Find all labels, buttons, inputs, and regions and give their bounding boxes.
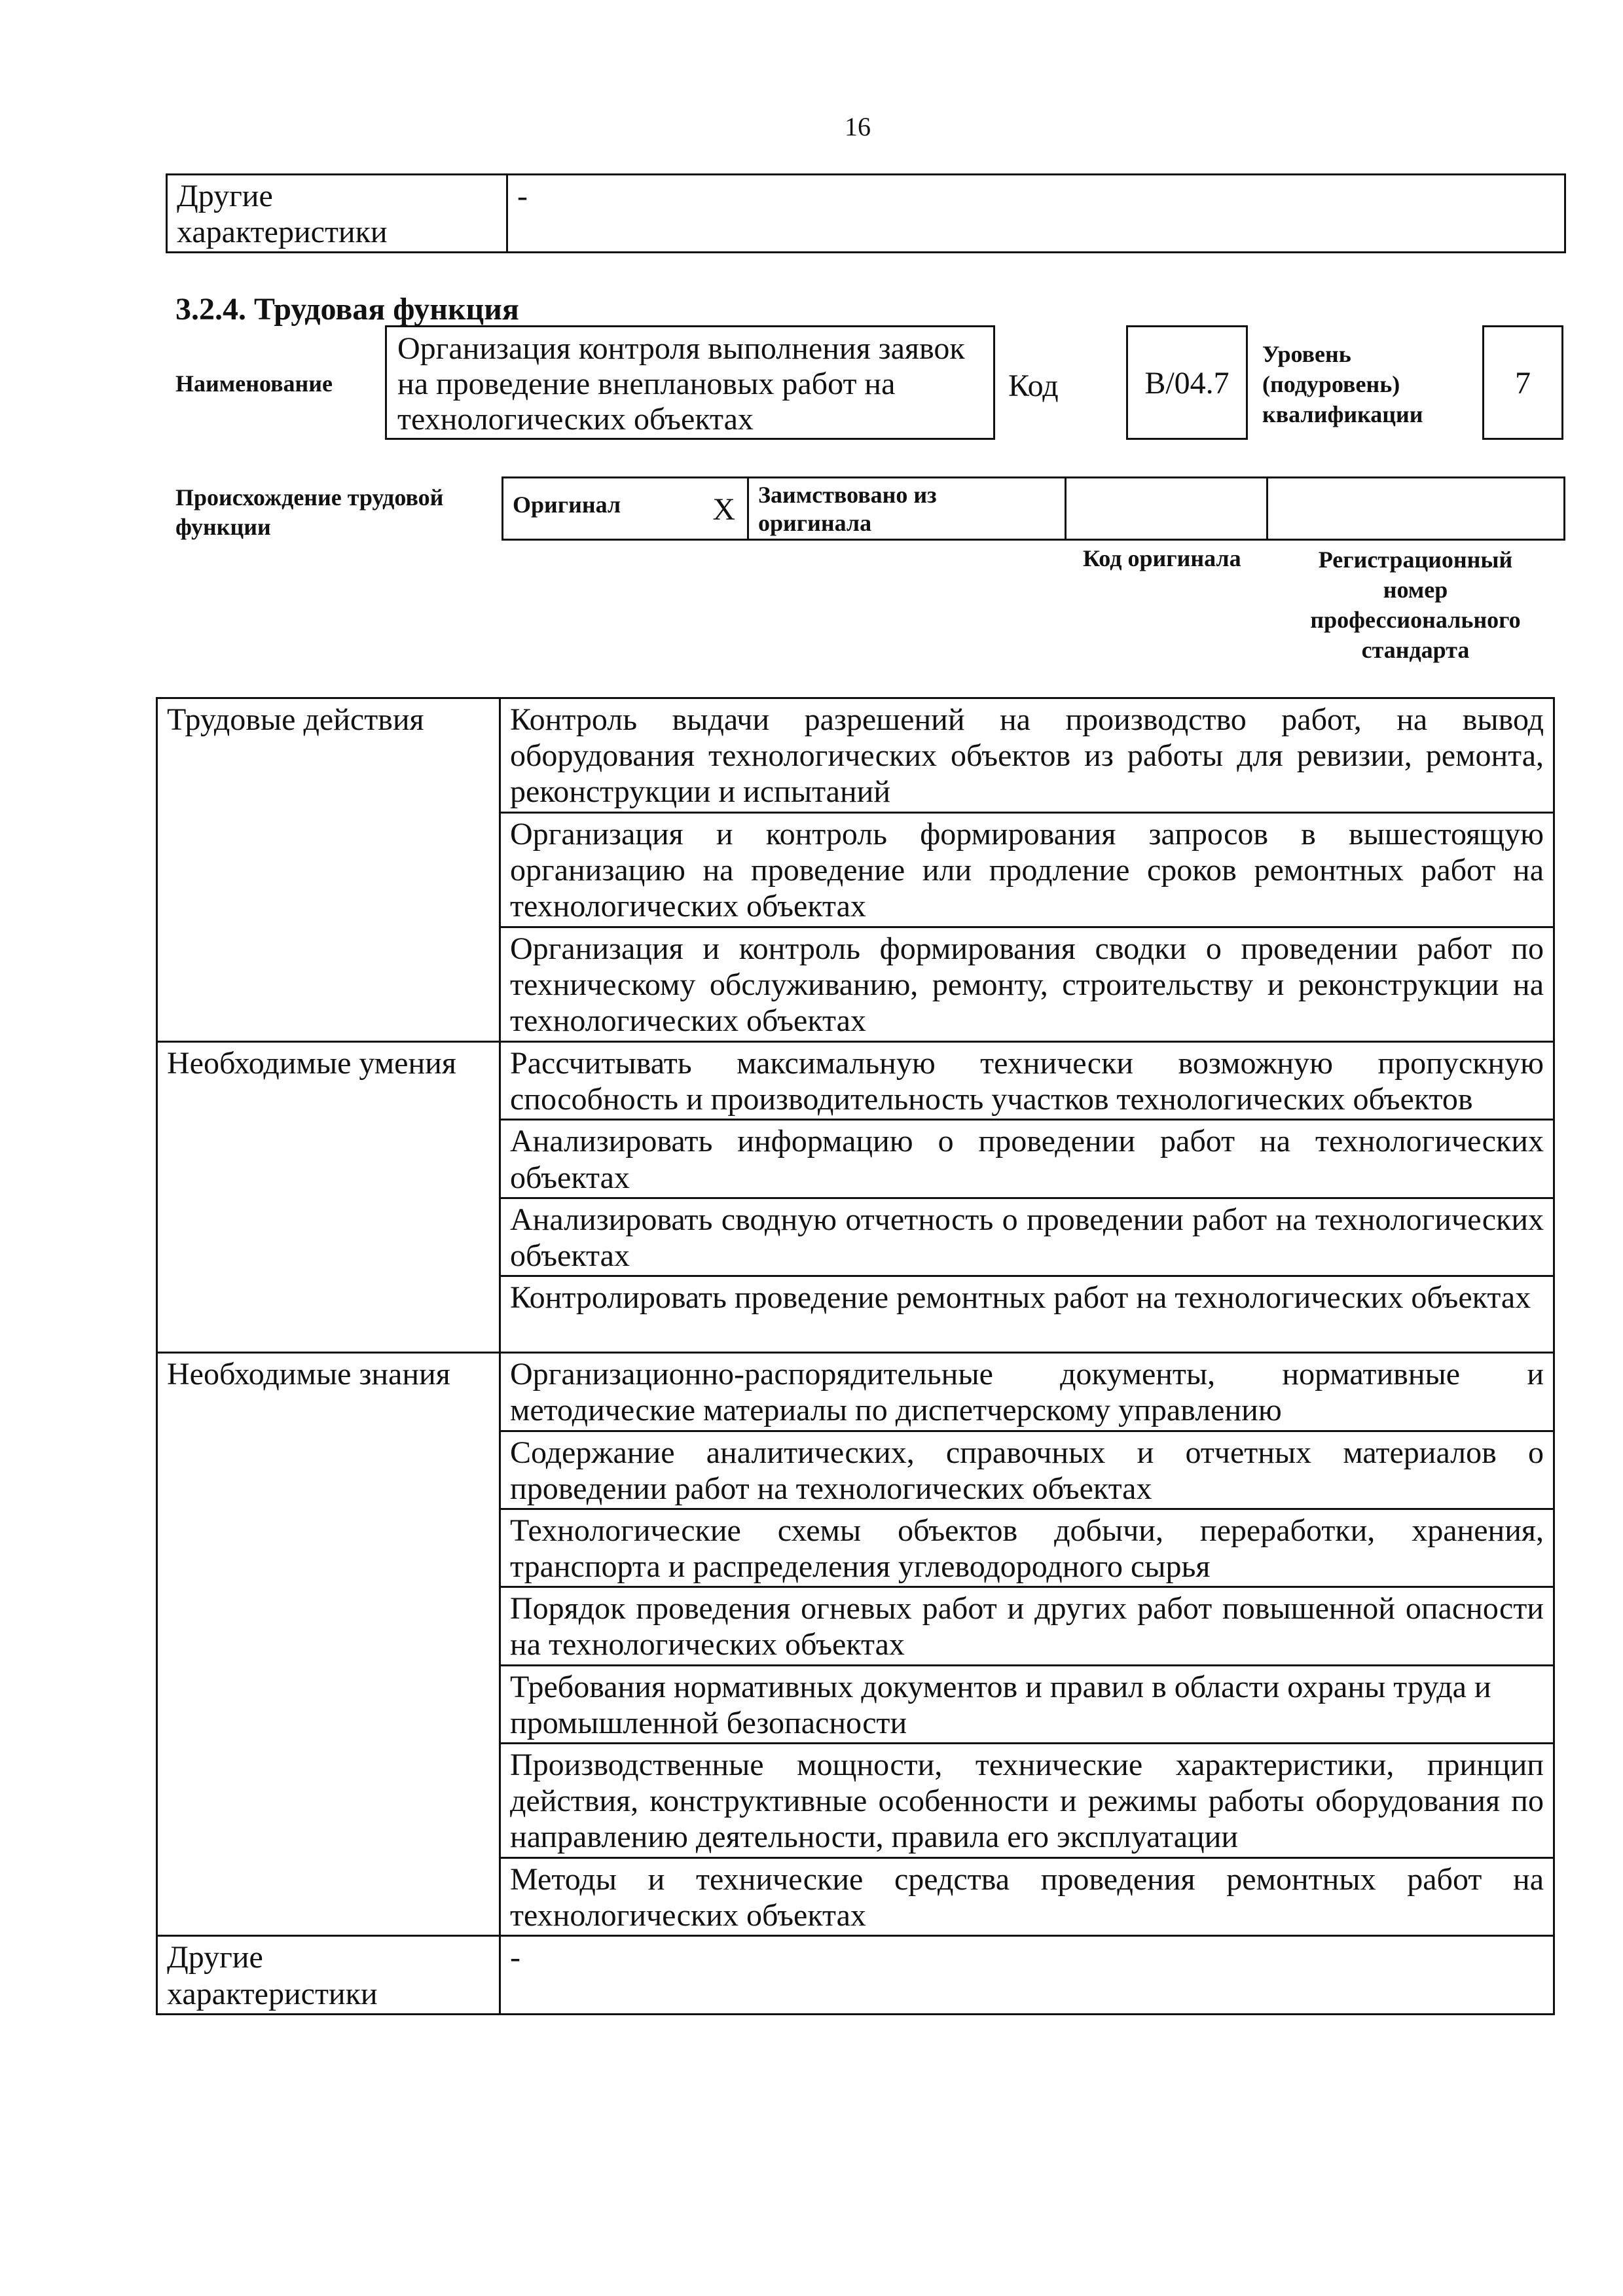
level-value-box <box>1482 325 1563 440</box>
origin-borrowed-cell: Заимствовано из оригинала <box>748 478 1066 540</box>
reg-caption: Регистрационный номер профессионального стандарта <box>1310 547 1521 664</box>
table-row <box>157 1042 1554 1120</box>
labor-action-item: Организация и контроль формирования сводки о проведении работ по техническому обслуживанию, ремонту, строительству и реконструкции на технологических объектах <box>500 927 1554 1042</box>
table-row <box>167 175 1565 253</box>
name-value: Организация контроля выполнения заявок на проведение внеплановых работ на технологических объектах <box>397 331 965 437</box>
top-other-value: - <box>507 175 1565 253</box>
top-other-label: Другие характеристики <box>167 175 507 253</box>
skills-label: Необходимые умения <box>157 1042 500 1353</box>
knowledge-item: Содержание аналитических, справочных и отчетных материалов о проведении работ на технологических объектах <box>500 1431 1554 1509</box>
origin-reg-cell <box>1267 478 1565 540</box>
knowledge-item: Требования нормативных документов и правил в области охраны труда и промышленной безопасности <box>500 1665 1554 1743</box>
name-label: Наименование <box>175 370 333 397</box>
level-value: 7 <box>1515 366 1531 401</box>
skill-item: Анализировать информацию о проведении работ на технологических объектах <box>500 1120 1554 1198</box>
original-mark: X <box>712 492 735 527</box>
main-table <box>156 697 1555 2015</box>
page-number: 16 <box>845 112 871 141</box>
knowledge-item: Порядок проведения огневых работ и других работ повышенной опасности на технологических объектах <box>500 1587 1554 1665</box>
knowledge-item: Организационно-распорядительные документы, нормативные и методические материалы по диспетчерскому управлению <box>500 1353 1554 1431</box>
origin-original-cell <box>503 478 748 540</box>
labor-action-item: Контроль выдачи разрешений на производство работ, на вывод оборудования технологических объектов из работы для ревизии, ремонта, реконструкции и испытаний <box>500 698 1554 813</box>
skill-item: Рассчитывать максимальную технически возможную пропускную способность и производительность участков технологических объектов <box>500 1042 1554 1120</box>
table-row <box>503 478 1565 540</box>
knowledge-item: Производственные мощности, технические характеристики, принцип действия, конструктивные особенности и режимы работы оборудования по направлению деятельности, правила его эксплуатации <box>500 1744 1554 1858</box>
code-value: B/04.7 <box>1144 366 1230 401</box>
table-row <box>157 1353 1554 1431</box>
origin-label: Происхождение трудовой функции <box>175 484 444 540</box>
knowledge-item: Методы и технические средства проведения ремонтных работ на технологических объектах <box>500 1858 1554 1936</box>
skill-item: Контролировать проведение ремонтных работ на технологических объектах <box>500 1276 1554 1353</box>
original-label: Оригинал <box>513 491 621 518</box>
skill-item: Анализировать сводную отчетность о проведении работ на технологических объектах <box>500 1198 1554 1276</box>
other-label: Другие характеристики <box>157 1936 500 2014</box>
code-label: Код <box>1008 368 1059 403</box>
top-other-table <box>166 173 1566 253</box>
name-value-box <box>385 325 995 440</box>
table-row <box>157 1936 1554 2014</box>
table-row <box>157 698 1554 813</box>
labor-action-item: Организация и контроль формирования запросов в вышестоящую организацию на проведение или продление сроков ремонтных работ на технологических объектах <box>500 813 1554 927</box>
code-original-caption: Код оригинала <box>1083 545 1241 571</box>
section-title: 3.2.4. Трудовая функция <box>175 292 519 327</box>
labor-actions-label: Трудовые действия <box>157 698 500 1042</box>
knowledge-item: Технологические схемы объектов добычи, переработки, хранения, транспорта и распределения углеводородного сырья <box>500 1509 1554 1587</box>
other-value: - <box>500 1936 1554 2014</box>
level-label: Уровень (подуровень) квалификации <box>1262 341 1423 428</box>
code-value-box <box>1126 325 1248 440</box>
knowledge-label: Необходимые знания <box>157 1353 500 1936</box>
origin-table <box>501 476 1565 541</box>
origin-code-cell <box>1066 478 1267 540</box>
